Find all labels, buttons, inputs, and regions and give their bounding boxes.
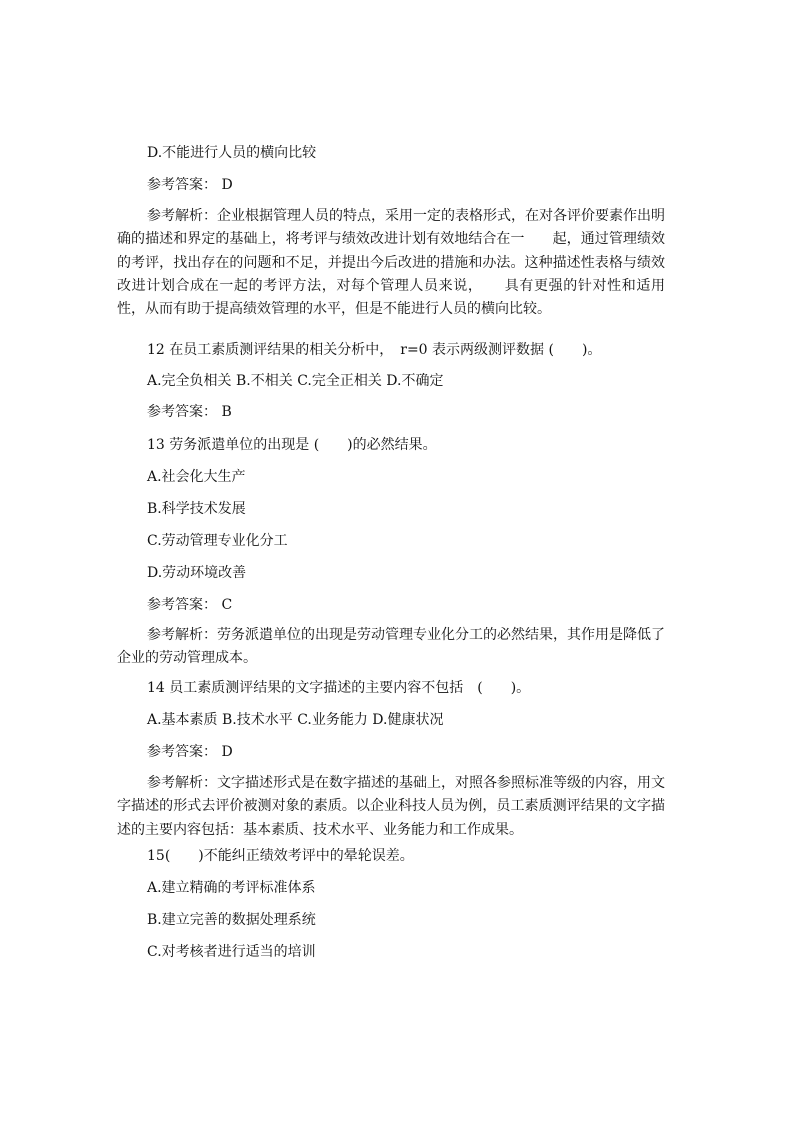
q14-answer: 参考答案： D	[147, 744, 233, 760]
q12-options: A.完全负相关 B.不相关 C.完全正相关 D.不确定	[147, 373, 444, 389]
q11-answer: 参考答案： D	[147, 177, 233, 193]
q12-question: 12 在员工素质测评结果的相关分析中， r=0 表示两级测评数据 ( )。	[147, 342, 602, 358]
q11-option-d: D.不能进行人员的横向比较	[147, 145, 317, 161]
q15-option-b: B.建立完善的数据处理系统	[147, 912, 316, 928]
q14-analysis: 参考解析：文字描述形式是在数字描述的基础上，对照各参照标准等级的内容，用文字描述的形式去评价被测对象的素质。以企业科技人员为例，员工素质测评结果的文字描述的主要内容包括：基本素质、技术水平、业务能力和工作成果。	[117, 775, 665, 838]
q13-analysis: 参考解析：劳务派遣单位的出现是劳动管理专业化分工的必然结果，其作用是降低了企业的劳动管理成本。	[117, 627, 665, 667]
q15-option-a: A.建立精确的考评标准体系	[147, 880, 316, 896]
q13-option-b: B.科学技术发展	[147, 501, 246, 517]
q13-answer: 参考答案： C	[147, 597, 233, 613]
q11-analysis: 参考解析：企业根据管理人员的特点，采用一定的表格形式，在对各评价要素作出明确的描述和界定的基础上，将考评与绩效改进计划有效地结合在一 起，通过管理绩效的考评，找出存在的问题和不足，并提出今后改进的措施和办法。这种描述性表格与绩效改进计划合成在一起的考评方法，对每个管理人员来说， 具有更强的针对性和适用性，从而有助于提高绩效管理的水平，但是不能进行人员的横向比较。	[117, 208, 665, 318]
q13-option-a: A.社会化大生产	[147, 469, 246, 485]
q14-question: 14 员工素质测评结果的文字描述的主要内容不包括 ( )。	[147, 680, 531, 696]
q15-question: 15( )不能纠正绩效考评中的晕轮误差。	[147, 848, 414, 864]
q14-options: A.基本素质 B.技术水平 C.业务能力 D.健康状况	[147, 712, 444, 728]
q15-option-c: C.对考核者进行适当的培训	[147, 944, 316, 960]
q13-option-d: D.劳动环境改善	[147, 565, 247, 581]
q13-option-c: C.劳动管理专业化分工	[147, 533, 288, 549]
q12-answer: 参考答案： B	[147, 404, 232, 420]
q13-question: 13 劳务派遣单位的出现是 ( )的必然结果。	[147, 437, 437, 453]
